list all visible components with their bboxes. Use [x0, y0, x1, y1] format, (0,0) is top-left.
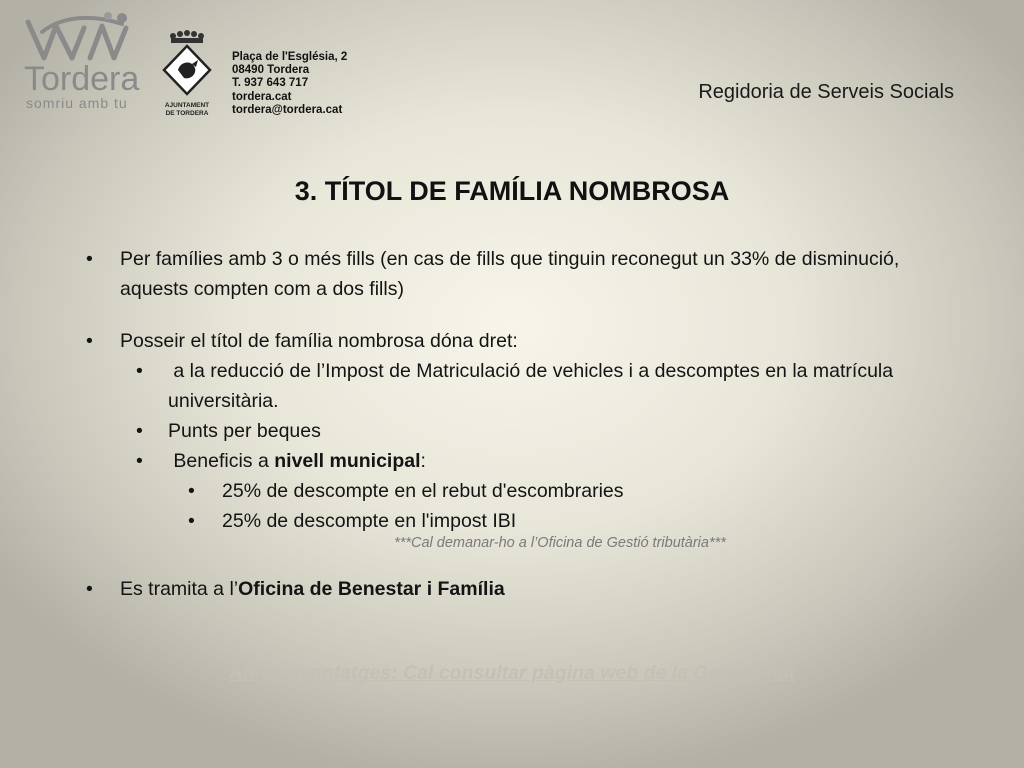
- ajuntament-crest: [158, 30, 216, 118]
- address-street: Plaça de l'Església, 2: [232, 51, 348, 63]
- slide-content: [80, 244, 960, 604]
- bullet-icon: •: [136, 450, 143, 472]
- item-text: 25% de descompte en el rebut d'escombraries: [222, 480, 624, 502]
- bullet-icon: •: [188, 480, 195, 502]
- bullet-icon: •: [86, 248, 93, 270]
- item-text: Punts per beques: [168, 420, 321, 442]
- sub-bullet-item: [80, 446, 960, 476]
- address-postcode: 08490 Tordera: [232, 64, 310, 77]
- logo-tagline: somriu amb tu: [26, 95, 128, 111]
- item-bold-text: nivell municipal: [274, 450, 421, 472]
- logo-wordmark: Tordera: [24, 60, 140, 98]
- sub-sub-bullet-item: [80, 506, 960, 536]
- bullet-icon: •: [136, 360, 143, 382]
- address-block: [232, 51, 347, 117]
- item-text: a la reducció de l’Impost de Matriculació de vehicles i a descomptes en la matrícula universitària.: [168, 360, 899, 412]
- bullet-item: [80, 244, 960, 304]
- item-text: :: [420, 450, 426, 472]
- note-text: ***Cal demanar-ho a l’Oficina de Gestió tributària***: [394, 535, 726, 551]
- item-text: Es tramita a l’: [120, 578, 239, 600]
- sub-bullet-item: [80, 416, 960, 446]
- crest-label-ajuntament: AJUNTAMENT: [164, 102, 210, 109]
- address-email: tordera@tordera.cat: [232, 103, 343, 116]
- generalitat-link[interactable]: Altres avantatges: Cal consultar pàgina web de la Generalitat: [228, 662, 796, 684]
- bullet-icon: •: [86, 578, 93, 600]
- crest-label-tordera: DE TORDERA: [165, 110, 209, 117]
- address-website: tordera.cat: [232, 90, 292, 103]
- item-text: Beneficis a: [168, 450, 275, 472]
- bullet-item: [80, 326, 960, 356]
- logo-figures-right: [90, 26, 126, 58]
- address-phone: T. 937 643 717: [232, 77, 309, 90]
- item-text: Posseir el títol de família nombrosa dóna dret:: [120, 330, 518, 352]
- bullet-icon: •: [86, 330, 93, 352]
- bullet-item: [80, 574, 960, 604]
- bullet-icon: •: [188, 510, 195, 532]
- logo-figures-left: [28, 22, 84, 58]
- department-name: Regidoria de Serveis Socials: [698, 81, 954, 103]
- tordera-logo: [22, 10, 157, 120]
- bullet-icon: •: [136, 420, 143, 442]
- item-text: 25% de descompte en l'impost IBI: [222, 510, 517, 532]
- item-bold-text: Oficina de Benestar i Família: [238, 578, 505, 600]
- slide-title: 3. TÍTOL DE FAMÍLIA NOMBROSA: [294, 176, 730, 206]
- sub-sub-bullet-item: [80, 476, 960, 506]
- item-text: Per famílies amb 3 o més fills (en cas de fills que tinguin reconegut un 33% de disminució, aquests compten com a dos fills): [120, 248, 900, 300]
- sub-bullet-item: [80, 356, 960, 416]
